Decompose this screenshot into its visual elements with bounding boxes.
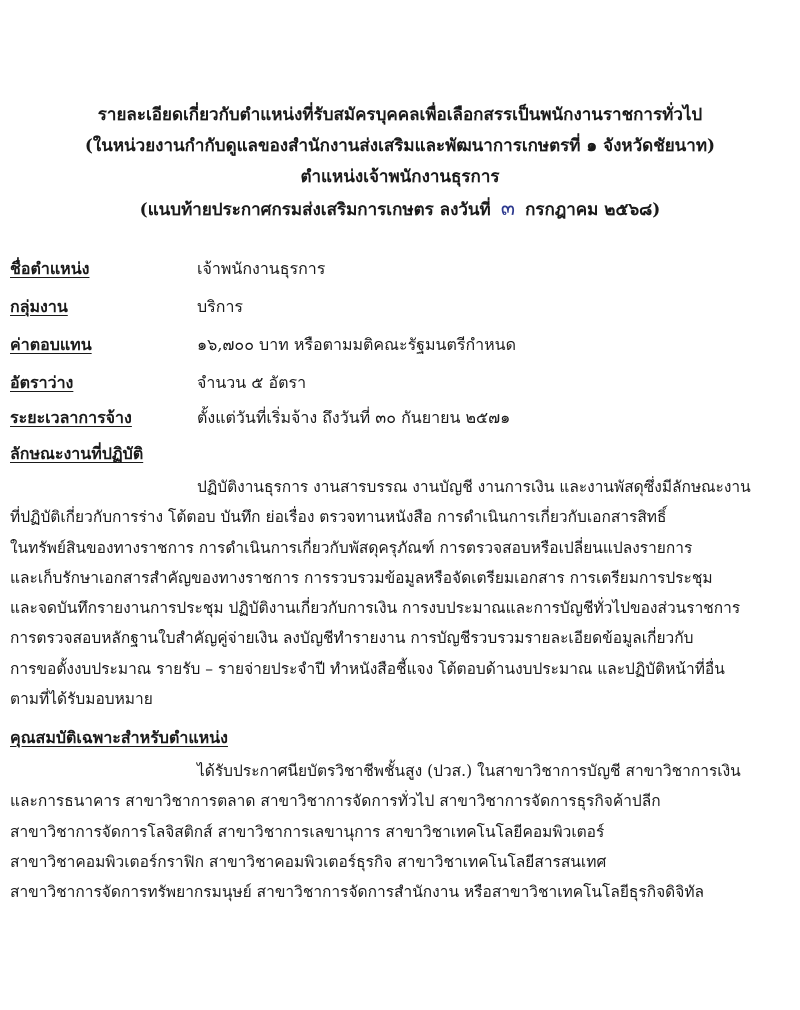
- field-value: จำนวน ๕ อัตรา: [197, 373, 307, 392]
- field-vacancies: [10, 368, 790, 398]
- field-value: บริการ: [197, 297, 244, 316]
- paragraph-line: ที่ปฏิบัติเกี่ยวกับการร่าง โต้ตอบ บันทึก ย่อเรื่อง ตรวจทานหนังสือ การดำเนินการเกี่ยวกับเอกสารสิทธิ์: [10, 508, 667, 527]
- qualifications-section-title: คุณสมบัติเฉพาะสำหรับตำแหน่ง: [10, 728, 228, 747]
- field-work-group: [10, 292, 790, 322]
- paragraph-line: สาขาวิชาการจัดการทรัพยากรมนุษย์ สาขาวิชาการจัดการสำนักงาน หรือสาขาวิชาเทคโนโลยีธุรกิจดิจิทัล: [10, 883, 705, 902]
- duties-paragraph: [10, 472, 792, 714]
- duties-section-title: ลักษณะงานที่ปฏิบัติ: [10, 444, 144, 463]
- paragraph-line: การขอตั้งงบประมาณ รายรับ – รายจ่ายประจำปี ทำหนังสือชี้แจง โต้ตอบด้านงบประมาณ และปฏิบัติหน้าที่อื่น: [10, 659, 725, 678]
- paragraph-line: และการธนาคาร สาขาวิชาการตลาด สาขาวิชาการจัดการทั่วไป สาขาวิชาการจัดการธุรกิจค้าปลีก: [10, 792, 661, 811]
- header-attachment-suffix: กรกฎาคม ๒๕๖๘): [525, 200, 661, 220]
- qualifications-paragraph: [10, 756, 792, 907]
- field-label: อัตราว่าง: [10, 373, 74, 392]
- field-value: ตั้งแต่วันที่เริ่มจ้าง ถึงวันที่ ๓๐ กันยายน ๒๕๗๑: [197, 408, 511, 427]
- field-label: กลุ่มงาน: [10, 297, 68, 316]
- field-value: เจ้าพนักงานธุรการ: [197, 259, 326, 278]
- paragraph-line: ปฏิบัติงานธุรการ งานสารบรรณ งานบัญชี งานการเงิน และงานพัสดุซึ่งมีลักษณะงาน: [197, 478, 751, 496]
- document-header: [0, 100, 800, 226]
- paragraph-line: การตรวจสอบหลักฐานใบสำคัญคู่จ่ายเงิน ลงบัญชีทำรายงาน การบัญชีรวบรวมรายละเอียดข้อมูลเกี่ยวกับ: [10, 629, 694, 648]
- field-position-name: [10, 254, 790, 284]
- header-attachment-prefix: (แนบท้ายประกาศกรมส่งเสริมการเกษตร ลงวันที่: [139, 200, 491, 220]
- paragraph-line: สาขาวิชาการจัดการโลจิสติกส์ สาขาวิชาการเลขานุการ สาขาวิชาเทคโนโลยีคอมพิวเตอร์: [10, 822, 605, 841]
- field-compensation: [10, 330, 790, 360]
- handwritten-day: ๓: [500, 196, 516, 220]
- header-attachment-note: [0, 193, 800, 226]
- field-label: ชื่อตำแหน่ง: [10, 259, 90, 278]
- field-label: ค่าตอบแทน: [10, 335, 92, 354]
- paragraph-line: ตามที่ได้รับมอบหมาย: [10, 690, 153, 709]
- field-employment-period: [10, 403, 790, 433]
- field-label: ระยะเวลาการจ้าง: [10, 408, 132, 427]
- header-title: รายละเอียดเกี่ยวกับตำแหน่งที่รับสมัครบุคคลเพื่อเลือกสรรเป็นพนักงานราชการทั่วไป: [97, 105, 703, 125]
- field-value: ๑๖,๗๐๐ บาท หรือตามมติคณะรัฐมนตรีกำหนด: [197, 335, 517, 354]
- paragraph-line: และเก็บรักษาเอกสารสำคัญของทางราชการ การรวบรวมข้อมูลหรือจัดเตรียมเอกสาร การเตรียมการประชุม: [10, 568, 713, 587]
- paragraph-line: สาขาวิชาคอมพิวเตอร์กราฟิก สาขาวิชาคอมพิวเตอร์ธุรกิจ สาขาวิชาเทคโนโลยีสารสนเทศ: [10, 852, 607, 871]
- paragraph-line: ในทรัพย์สินของทางราชการ การดำเนินการเกี่ยวกับพัสดุครุภัณฑ์ การตรวจสอบหรือเปลี่ยนแปลงรายการ: [10, 538, 693, 557]
- header-position: ตำแหน่งเจ้าพนักงานธุรการ: [300, 167, 500, 187]
- paragraph-line: และจดบันทึกรายงานการประชุม ปฏิบัติงานเกี่ยวกับการเงิน การงบประมาณและการบัญชีทั่วไปของส่วนราชการ: [10, 599, 741, 618]
- header-agency: (ในหน่วยงานกำกับดูแลของสำนักงานส่งเสริมและพัฒนาการเกษตรที่ ๑ จังหวัดชัยนาท): [84, 136, 716, 156]
- paragraph-line: ได้รับประกาศนียบัตรวิชาชีพชั้นสูง (ปวส.) ในสาขาวิชาการบัญชี สาขาวิชาการเงิน: [197, 762, 741, 780]
